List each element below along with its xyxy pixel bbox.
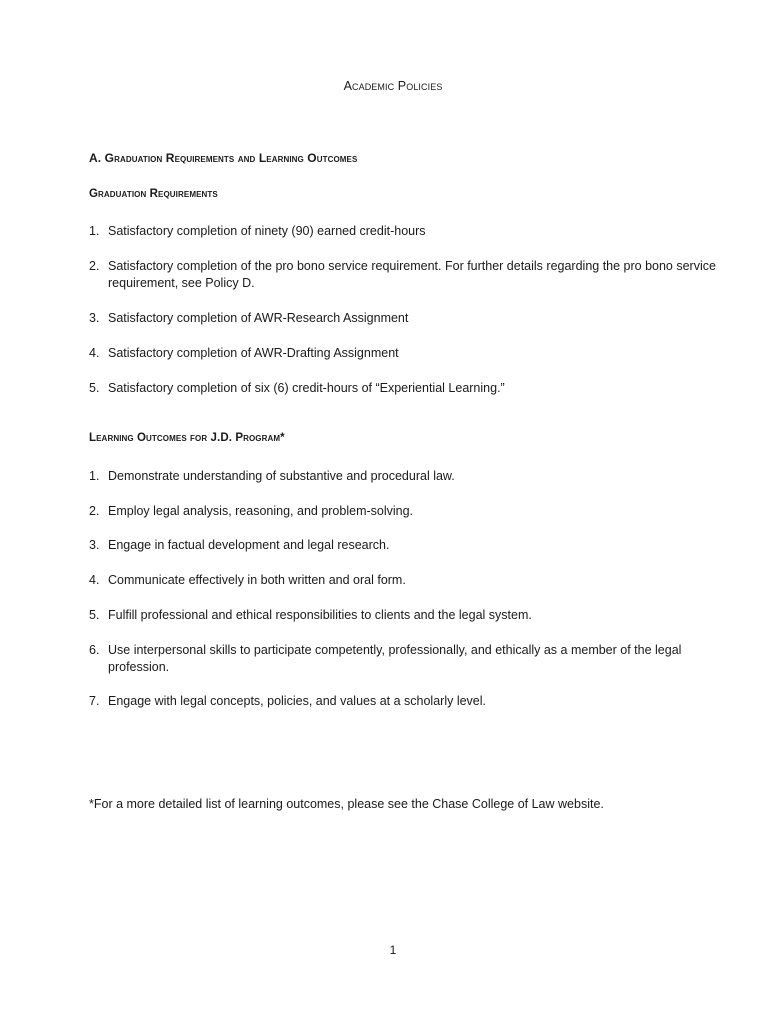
item-number: 6. — [89, 643, 100, 657]
item-text: Satisfactory completion of six (6) credit-hours of “Experiential Learning.” — [108, 381, 505, 395]
item-text: Communicate effectively in both written and oral form. — [108, 573, 406, 587]
item-number: 2. — [89, 259, 100, 273]
item-text: Fulfill professional and ethical responsibilities to clients and the legal system. — [108, 608, 532, 622]
learning-outcomes-heading: Learning Outcomes for J.D. Program* — [89, 432, 285, 444]
list-item — [89, 642, 728, 676]
item-text: Satisfactory completion of the pro bono service requirement. For further details regarding the pro bono service requirement, see Policy D. — [108, 259, 716, 290]
list-item — [89, 572, 406, 589]
item-text: Satisfactory completion of AWR-Research Assignment — [108, 311, 409, 325]
list-item — [89, 537, 389, 554]
item-number: 3. — [89, 538, 100, 552]
page-title: Academic Policies — [343, 79, 443, 93]
list-item — [89, 258, 728, 292]
item-number: 3. — [89, 311, 100, 325]
item-number: 1. — [89, 224, 100, 238]
item-number: 2. — [89, 504, 100, 518]
item-text: Satisfactory completion of AWR-Drafting Assignment — [108, 346, 399, 360]
item-number: 7. — [89, 694, 100, 708]
item-number: 1. — [89, 469, 100, 483]
list-item — [89, 693, 486, 710]
item-number: 4. — [89, 346, 100, 360]
item-number: 5. — [89, 608, 100, 622]
list-item — [89, 310, 408, 327]
item-text: Satisfactory completion of ninety (90) earned credit-hours — [108, 224, 426, 238]
list-item — [89, 345, 399, 362]
footnote: *For a more detailed list of learning outcomes, please see the Chase College of Law website. — [89, 797, 604, 811]
list-item — [89, 468, 455, 485]
item-text: Demonstrate understanding of substantive and procedural law. — [108, 469, 455, 483]
item-number: 5. — [89, 381, 100, 395]
item-text: Engage in factual development and legal research. — [108, 538, 390, 552]
item-text: Employ legal analysis, reasoning, and problem-solving. — [108, 504, 414, 518]
list-item — [89, 607, 532, 624]
list-item — [89, 223, 426, 240]
graduation-requirements-heading: Graduation Requirements — [89, 188, 218, 200]
item-text: Use interpersonal skills to participate competently, professionally, and ethically as a member of the legal profession. — [108, 643, 682, 674]
section-heading-a: A. Graduation Requirements and Learning Outcomes — [89, 151, 358, 165]
item-text: Engage with legal concepts, policies, and values at a scholarly level. — [108, 694, 486, 708]
page-number: 1 — [389, 943, 397, 957]
list-item — [89, 503, 413, 520]
list-item — [89, 380, 505, 397]
item-number: 4. — [89, 573, 100, 587]
